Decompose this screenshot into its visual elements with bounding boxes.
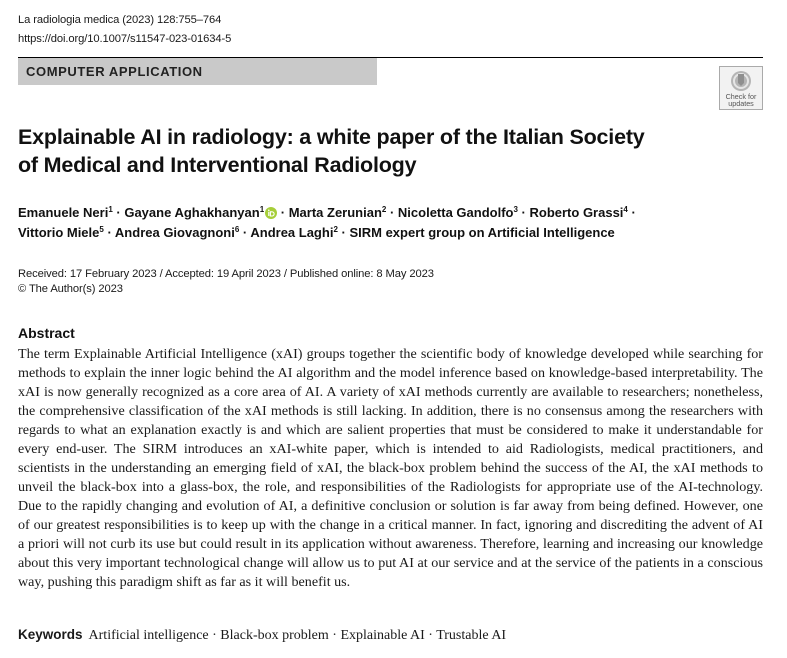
check-for-updates-badge[interactable]	[719, 66, 763, 110]
author-name[interactable]: Andrea Laghi	[250, 225, 334, 240]
section-label: COMPUTER APPLICATION	[26, 64, 203, 79]
author-name[interactable]: Andrea Giovagnoni	[114, 225, 235, 240]
author-separator: ·	[517, 205, 530, 220]
author-affiliation: 2	[381, 205, 387, 214]
author-affiliation: 1	[259, 205, 265, 214]
author-separator: ·	[112, 205, 125, 220]
keywords-list: Artificial intelligence · Black-box problem · Explainable AI · Trustable AI	[88, 628, 507, 643]
author-name[interactable]: Marta Zerunian	[288, 205, 382, 220]
author-separator: ·	[627, 205, 636, 220]
author-affiliation: 6	[234, 225, 240, 234]
check-for-updates-icon	[730, 70, 752, 92]
author-name[interactable]: Roberto Grassi	[529, 205, 624, 220]
author-affiliation: 3	[513, 205, 518, 214]
author-list	[18, 203, 763, 243]
author-separator: ·	[239, 225, 251, 240]
publication-dates: Received: 17 February 2023 / Accepted: 19 April 2023 / Published online: 8 May 2023	[18, 268, 434, 280]
author-separator: ·	[103, 225, 115, 240]
abstract-text: The term Explainable Artificial Intelligence (xAI) groups together the scientific body of knowledge developed while searching for methods to explain the inner logic behind the AI algorithm and the model inference based on knowledge-based interpretability. The xAI is now generally recognized as a core area of AI. A variety of xAI methods currently are available to researchers; nonetheless, the comprehensive classification of the xAI methods is still lacking. In addition, there is no consensus among the researchers with regards to what an explanation exactly is and which are salient properties that must be considered to make it understandable for every end-user. The SIRM introduces an xAI-white paper, which is intended to aid Radiologists, medical practitioners, and scientists in the understanding an emerging field of xAI, the black-box problem behind the success of the AI, the xAI methods to unveil the black-box into a glass-box, the role, and responsibilities of the Radiologists for appropriate use of the AI-technology. Due to the rapidly changing and evolution of AI, a definitive conclusion or solution is far away from being defined. However, one of our greatest responsibilities is to keep up with the change in a critical manner. In fact, ignoring and discrediting the advent of AI a priori will not curb its use but could result in its application without awareness. Therefore, learning and increasing our knowledge about this very important technological change will allow us to put AI at our service and at the service of the patients in a conscious way, pushing this paradigm shift as far as it will benefit us.	[18, 346, 763, 590]
author-name[interactable]: Gayane Aghakhanyan	[124, 205, 260, 220]
keywords-line	[18, 627, 763, 644]
author-name[interactable]: Vittorio Miele	[18, 225, 100, 240]
author-separator: ·	[386, 205, 398, 220]
copyright-notice: © The Author(s) 2023	[18, 283, 123, 295]
article-title: Explainable AI in radiology: a white paper of the Italian Society of Medical and Interventional Radiology	[18, 125, 645, 177]
author-name[interactable]: Nicoletta Gandolfo	[397, 205, 514, 220]
author-affiliation: 5	[99, 225, 104, 234]
author-separator: ·	[337, 225, 350, 240]
author-affiliation: 1	[108, 205, 113, 214]
author-affiliation: 2	[333, 225, 338, 234]
section-banner	[18, 58, 377, 85]
orcid-icon[interactable]	[265, 207, 277, 219]
abstract-heading: Abstract	[18, 325, 75, 341]
author-separator: ·	[277, 205, 289, 220]
author-affiliation: 4	[623, 205, 628, 214]
author-name[interactable]: Emanuele Neri	[18, 205, 109, 220]
keywords-label: Keywords	[18, 627, 83, 642]
doi-link[interactable]: https://doi.org/10.1007/s11547-023-01634-5	[18, 33, 232, 45]
journal-reference: La radiologia medica (2023) 128:755–764	[18, 14, 222, 26]
author-name[interactable]: SIRM expert group on Artificial Intelligence	[349, 225, 615, 240]
check-for-updates-label: Check for updates	[725, 92, 757, 108]
